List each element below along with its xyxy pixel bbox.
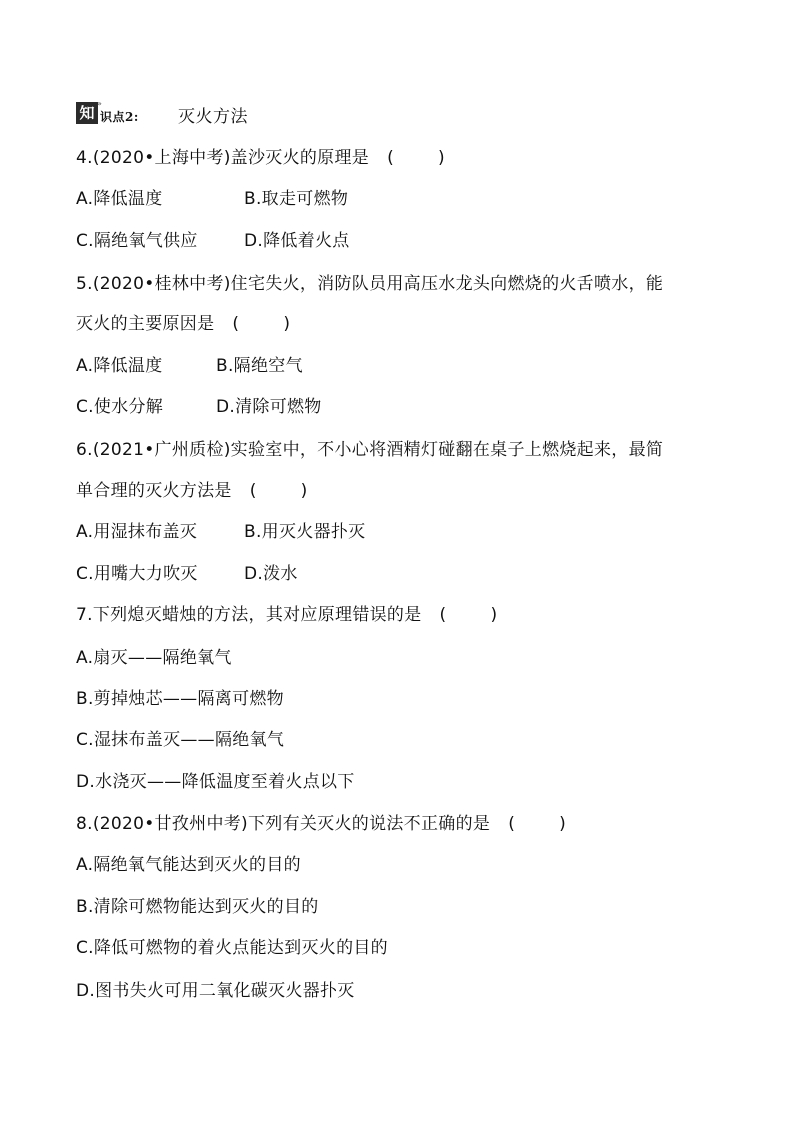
question-7-option-d: D.水浇灭——降低温度至着火点以下 <box>76 772 355 792</box>
question-6-options-row-2 <box>76 563 298 585</box>
question-8-option-c: C.降低可燃物的着火点能达到灭火的目的 <box>76 938 388 958</box>
option-d: D.降低着火点 <box>244 231 350 251</box>
section-title: 灭火方法 <box>178 107 248 127</box>
question-text: 4.(2020•上海中考)盖沙灭火的原理是 <box>76 148 370 168</box>
question-5-options-row-1 <box>76 355 303 377</box>
question-text: 单合理的灭火方法是 <box>76 481 232 501</box>
question-8-option-a: A.隔绝氧气能达到灭火的目的 <box>76 855 301 875</box>
answer-blank: ( ) <box>249 481 308 501</box>
question-5-options-row-2 <box>76 396 322 418</box>
question-text: 8.(2020•甘孜州中考)下列有关灭火的说法不正确的是 <box>76 814 491 834</box>
knowledge-point-badge: 知 <box>76 102 98 124</box>
question-7-option-b: B.剪掉烛芯——隔离可燃物 <box>76 689 284 709</box>
option-b: B.隔绝空气 <box>216 356 303 376</box>
option-c: C.使水分解 <box>76 397 164 417</box>
answer-blank: ( ) <box>439 605 498 625</box>
question-8-stem <box>76 813 566 835</box>
question-text: 7.下列熄灭蜡烛的方法，其对应原理错误的是 <box>76 605 422 625</box>
question-8-option-d: D.图书失火可用二氧化碳灭火器扑灭 <box>76 981 355 1001</box>
badge-corner-mark: » <box>97 99 102 108</box>
question-text: 灭火的主要原因是 <box>76 314 215 334</box>
option-b: B.用灭火器扑灭 <box>244 522 366 542</box>
question-6-stem-line-1: 6.(2021•广州质检)实验室中，不小心将酒精灯碰翻在桌子上燃烧起来，最简 <box>76 440 664 460</box>
answer-blank: ( ) <box>508 814 567 834</box>
question-5-stem-line-1: 5.(2020•桂林中考)住宅失火，消防队员用高压水龙头向燃烧的火舌喷水，能 <box>76 274 664 294</box>
option-c: C.用嘴大力吹灭 <box>76 564 198 584</box>
question-7-option-c: C.湿抹布盖灭——隔绝氧气 <box>76 730 285 750</box>
question-6-options-row-1 <box>76 521 366 543</box>
question-4-stem <box>76 147 445 169</box>
option-a: A.降低温度 <box>76 189 163 209</box>
option-a: A.降低温度 <box>76 356 163 376</box>
option-c: C.隔绝氧气供应 <box>76 231 198 251</box>
question-5-stem-line-2 <box>76 313 290 335</box>
knowledge-point-label: 识点2: <box>100 110 139 124</box>
option-d: D.清除可燃物 <box>216 397 322 417</box>
option-b: B.取走可燃物 <box>244 189 349 209</box>
question-8-option-b: B.清除可燃物能达到灭火的目的 <box>76 897 319 917</box>
option-a: A.用湿抹布盖灭 <box>76 522 198 542</box>
answer-blank: ( ) <box>387 148 445 168</box>
question-7-option-a: A.扇灭——隔绝氧气 <box>76 648 232 668</box>
answer-blank: ( ) <box>232 314 291 334</box>
option-d: D.泼水 <box>244 564 298 584</box>
question-4-options-row-2 <box>76 230 350 252</box>
question-7-stem <box>76 604 497 626</box>
question-6-stem-line-2 <box>76 480 308 502</box>
question-4-options-row-1 <box>76 188 349 210</box>
